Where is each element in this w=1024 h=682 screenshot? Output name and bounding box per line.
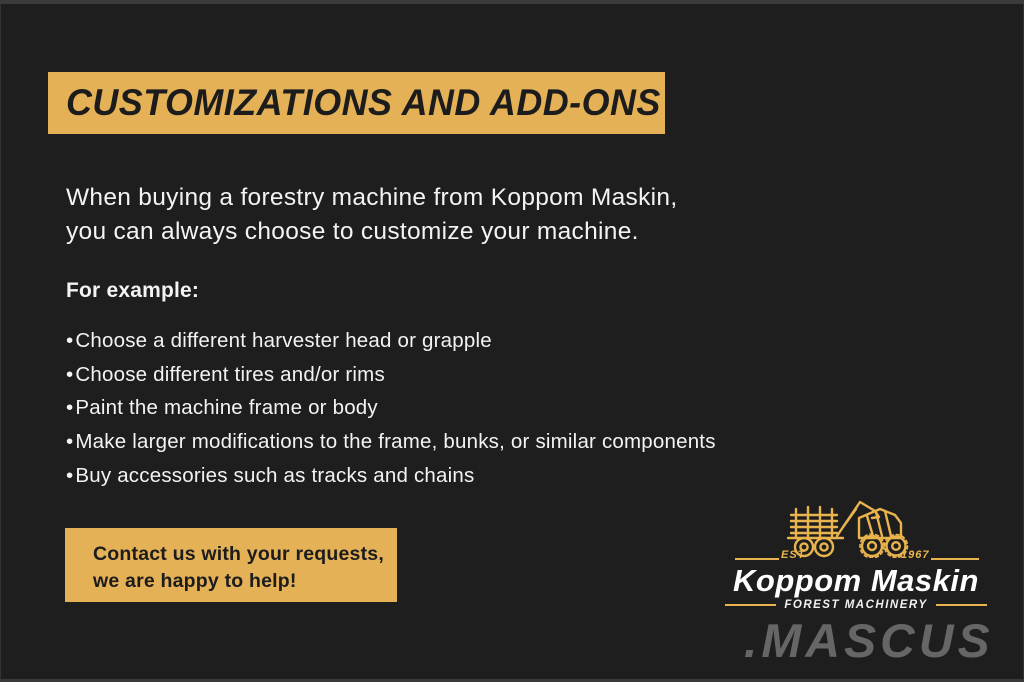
contact-box-line1: Contact us with your requests, bbox=[93, 543, 384, 565]
intro-text-line2: you can always choose to customize your machine. bbox=[66, 217, 639, 245]
koppom-maskin-logo bbox=[725, 496, 987, 618]
bullet-marker: • bbox=[66, 396, 74, 420]
bullet-item bbox=[66, 358, 716, 392]
bullet-marker: • bbox=[66, 430, 74, 454]
est-label: EST bbox=[781, 549, 806, 561]
est-divider-left bbox=[735, 558, 779, 560]
contact-box-line2: we are happy to help! bbox=[93, 570, 297, 592]
est-year: 1967 bbox=[901, 549, 930, 561]
examples-heading: For example: bbox=[66, 279, 200, 302]
top-edge-line bbox=[0, 0, 1024, 4]
bullet-text: Paint the machine frame or body bbox=[75, 396, 378, 420]
bullet-item bbox=[66, 459, 716, 493]
logo-name: Koppom Maskin bbox=[733, 563, 979, 598]
logo-tagline-row bbox=[725, 599, 987, 611]
intro-text bbox=[66, 181, 677, 248]
bullet-marker: • bbox=[66, 362, 74, 386]
logo-tagline: FOREST MACHINERY bbox=[784, 599, 928, 611]
bullet-text: Make larger modifications to the frame, bunks, or similar components bbox=[75, 430, 716, 454]
bullet-text: Choose a different harvester head or grapple bbox=[75, 329, 492, 352]
bullet-item bbox=[66, 425, 716, 459]
bullet-marker: • bbox=[66, 463, 74, 487]
bullet-item bbox=[66, 324, 716, 358]
mascus-watermark: .MASCUS bbox=[744, 614, 994, 667]
tagline-divider-right bbox=[936, 604, 987, 606]
bullet-text: Choose different tires and/or rims bbox=[75, 362, 385, 386]
examples-bullet-list bbox=[66, 324, 716, 493]
title-banner bbox=[48, 72, 665, 134]
bullet-marker: • bbox=[66, 329, 74, 352]
contact-box bbox=[65, 528, 397, 602]
tagline-divider-left bbox=[725, 604, 776, 606]
bullet-item bbox=[66, 391, 716, 425]
est-divider-right bbox=[931, 558, 979, 560]
intro-text-line1: When buying a forestry machine from Koppom Maskin, bbox=[66, 184, 678, 211]
bullet-text: Buy accessories such as tracks and chains bbox=[75, 463, 475, 487]
page-title: CUSTOMIZATIONS AND ADD-ONS bbox=[66, 82, 661, 123]
